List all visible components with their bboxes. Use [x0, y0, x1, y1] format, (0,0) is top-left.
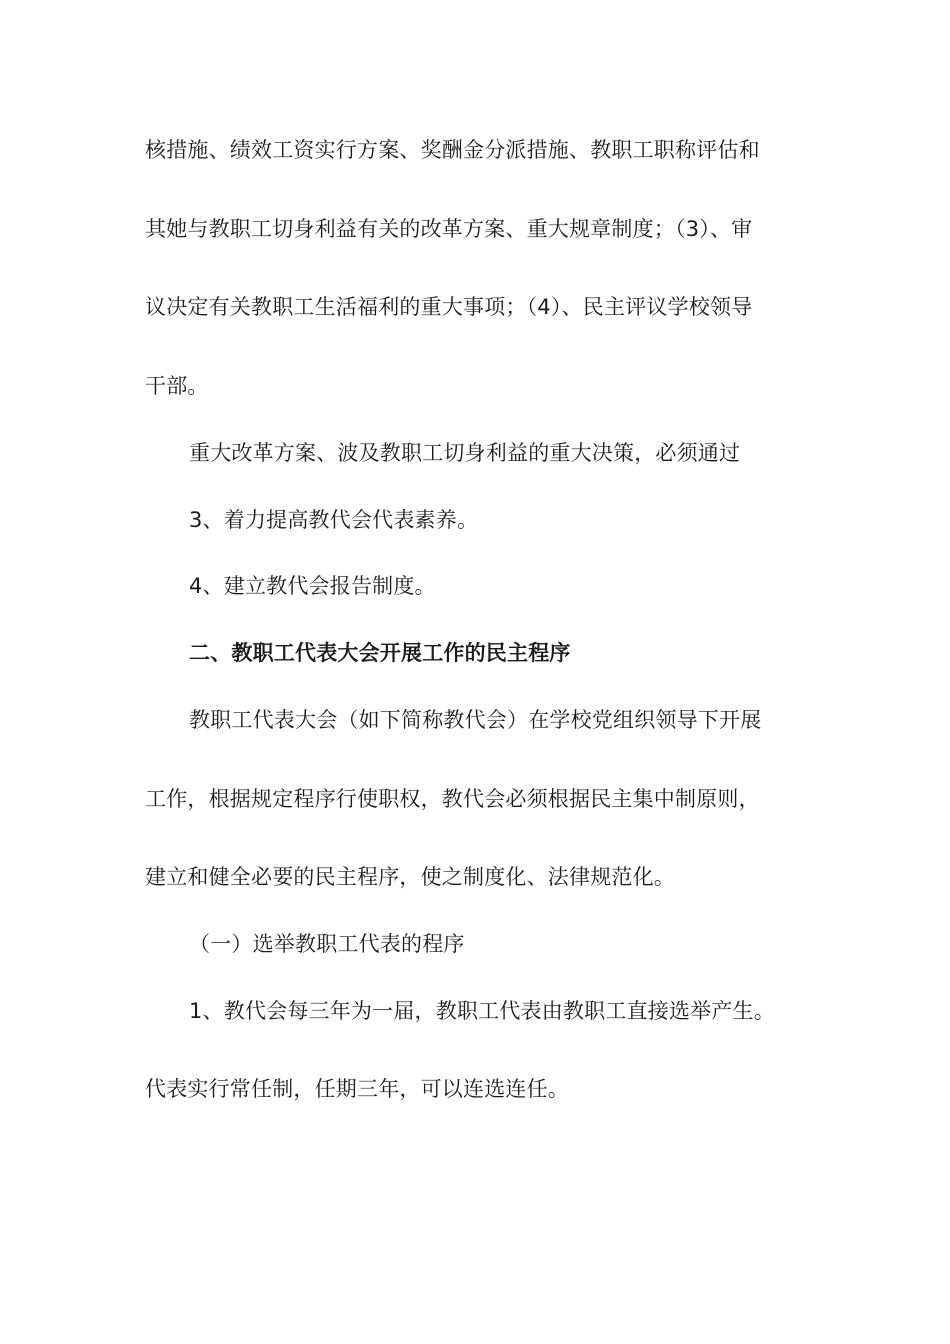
paragraph-line: 重大改革方案、波及教职工切身利益的重大决策，必须通过: [189, 441, 741, 465]
subsection-heading: （一）选举教职工代表的程序: [189, 932, 465, 956]
list-item: 1、教代会每三年为一届，教职工代表由教职工直接选举产生。: [189, 999, 775, 1023]
paragraph-line: 其她与教职工切身利益有关的改革方案、重大规章制度；（3）、审: [145, 217, 753, 241]
list-item: 3、着力提高教代会代表素养。: [189, 508, 479, 532]
paragraph-line: 建立和健全必要的民主程序，使之制度化、法律规范化。: [145, 865, 675, 889]
paragraph-line: 代表实行常任制，任期三年，可以连选连任。: [145, 1077, 569, 1101]
paragraph-line: 议决定有关教职工生活福利的重大事项；（4）、民主评议学校领导: [145, 295, 753, 319]
paragraph-line: 教职工代表大会（如下简称教代会）在学校党组织领导下开展: [189, 708, 762, 732]
list-item: 4、建立教代会报告制度。: [189, 574, 436, 598]
section-heading: 二、教职工代表大会开展工作的民主程序: [189, 641, 571, 665]
paragraph-line: 核措施、绩效工资实行方案、奖酬金分派措施、教职工职称评估和: [145, 138, 760, 162]
paragraph-line: 工作，根据规定程序行使职权，教代会必须根据民主集中制原则，: [145, 787, 760, 811]
paragraph-line: 干部。: [145, 374, 209, 398]
